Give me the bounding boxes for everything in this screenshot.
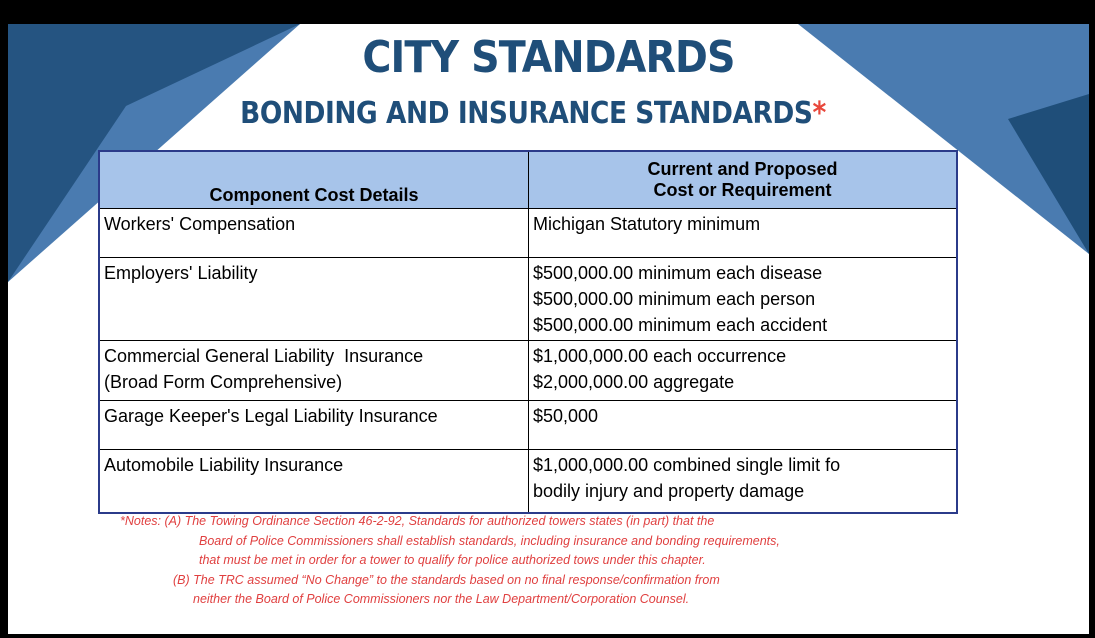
table-row — [99, 209, 957, 258]
requirement-cell — [529, 401, 958, 450]
note-line: neither the Board of Police Commissioners nor the Law Department/Corporation Counsel. — [193, 592, 690, 606]
requirement-text: Michigan Statutory minimum — [533, 214, 761, 234]
requirement-cell — [529, 209, 958, 258]
slide — [8, 24, 1089, 634]
requirement-text: $500,000.00 minimum each accident — [533, 315, 828, 335]
note-line: Board of Police Commissioners shall establish standards, including insurance and bonding requirements, — [199, 533, 780, 548]
requirement-text: $500,000.00 minimum each disease — [533, 263, 823, 283]
header-component: Component Cost Details — [99, 151, 529, 209]
header-requirement-line2: Cost or Requirement — [653, 180, 832, 200]
requirement-cell — [529, 341, 958, 401]
standards-table — [98, 150, 958, 514]
requirement-cell — [529, 450, 958, 514]
header-requirement-line1: Current and Proposed — [647, 159, 838, 179]
page-title: CITY STANDARDS — [362, 32, 735, 83]
component-text: Automobile Liability Insurance — [104, 455, 344, 475]
table-header-row — [99, 151, 957, 209]
requirement-text: $1,000,000.00 combined single limit fo — [533, 455, 841, 475]
table-row — [99, 401, 957, 450]
footnotes — [120, 512, 1020, 610]
component-cell — [99, 450, 529, 514]
table-row — [99, 450, 957, 514]
note-line: (B) The TRC assumed “No Change” to the standards based on no final response/confirmation from — [173, 572, 720, 587]
requirement-text: $2,000,000.00 aggregate — [533, 372, 735, 392]
note-line: *Notes: (A) The Towing Ordinance Section 46-2-92, Standards for authorized towers states (in part) that the — [120, 514, 715, 528]
requirement-cell — [529, 258, 958, 341]
note-line: that must be met in order for a tower to qualify for police authorized tows under this chapter. — [199, 553, 706, 567]
component-cell — [99, 341, 529, 401]
requirement-text: $50,000 — [533, 406, 599, 426]
page-subtitle — [71, 96, 995, 131]
component-text: Workers' Compensation — [104, 214, 296, 234]
table-row — [99, 258, 957, 341]
requirement-text: $1,000,000.00 each occurrence — [533, 346, 787, 366]
component-cell — [99, 401, 529, 450]
requirement-text: bodily injury and property damage — [533, 481, 805, 501]
component-text: Garage Keeper's Legal Liability Insurance — [104, 406, 438, 426]
component-text: Commercial General Liability Insurance — [104, 346, 424, 366]
component-text: (Broad Form Comprehensive) — [104, 372, 343, 392]
subtitle-text: BONDING AND INSURANCE STANDARDS — [240, 96, 813, 131]
component-cell — [99, 258, 529, 341]
component-text: Employers' Liability — [104, 263, 258, 283]
table-row — [99, 341, 957, 401]
component-cell — [99, 209, 529, 258]
header-requirement — [529, 151, 958, 209]
requirement-text: $500,000.00 minimum each person — [533, 289, 816, 309]
subtitle-asterisk: * — [812, 96, 826, 131]
